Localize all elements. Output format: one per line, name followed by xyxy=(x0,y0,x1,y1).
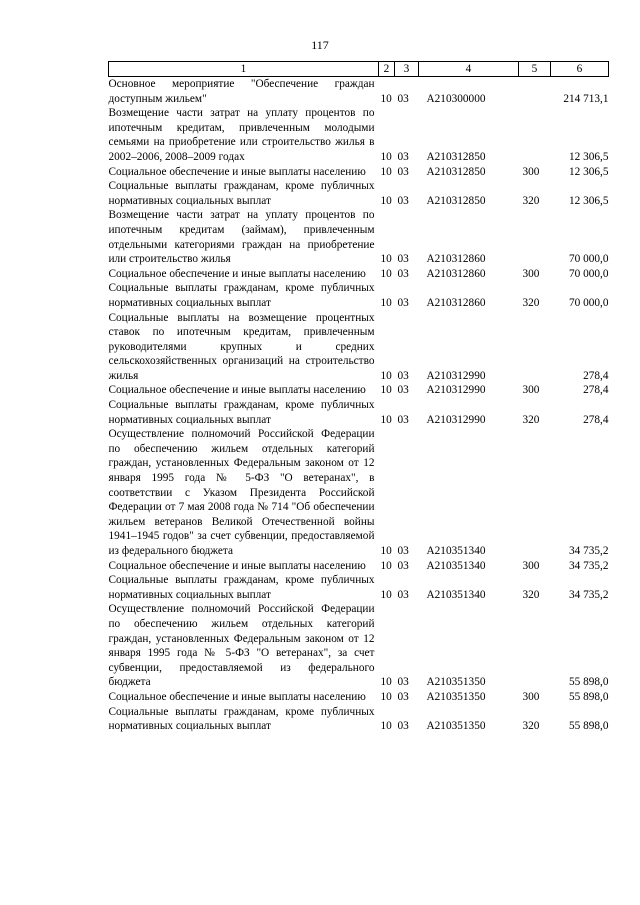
table-row xyxy=(109,705,609,734)
expense-type-code xyxy=(519,77,551,107)
subsection-code: 03 xyxy=(397,150,409,163)
target-article-code: A210351350 xyxy=(426,720,486,733)
expense-type-code: 320 xyxy=(522,296,540,309)
amount: 278,4 xyxy=(583,384,609,397)
section-code: 10 xyxy=(380,92,392,105)
amount: 55 898,0 xyxy=(568,676,609,689)
table-row xyxy=(109,179,609,208)
subsection-code: 03 xyxy=(397,690,409,703)
expense-type-code xyxy=(519,106,551,164)
target-article-code: A210300000 xyxy=(426,92,486,105)
amount: 70 000,0 xyxy=(568,267,609,280)
row-name: Социальные выплаты гражданам, кроме публичных нормативных социальных выплат xyxy=(108,399,375,426)
target-article-code: A210312990 xyxy=(426,384,486,397)
section-code: 10 xyxy=(380,676,392,689)
row-name: Социальные выплаты гражданам, кроме публичных нормативных социальных выплат xyxy=(108,574,375,601)
expense-type-code xyxy=(519,602,551,690)
expense-type-code: 300 xyxy=(522,690,540,703)
target-article-code: A210312860 xyxy=(426,296,486,309)
target-article-code: A210312990 xyxy=(426,369,486,382)
table-row xyxy=(109,573,609,602)
row-name: Социальные выплаты гражданам, кроме публичных нормативных социальных выплат xyxy=(108,180,375,207)
table-row xyxy=(109,602,609,690)
subsection-code: 03 xyxy=(397,267,409,280)
target-article-code: A210351340 xyxy=(426,588,486,601)
expense-type-code: 300 xyxy=(522,267,540,280)
section-code: 10 xyxy=(380,150,392,163)
expense-type-code: 300 xyxy=(522,165,540,178)
section-code: 10 xyxy=(380,253,392,266)
column-header: 4 xyxy=(419,62,519,77)
amount: 278,4 xyxy=(583,413,609,426)
target-article-code: A210312850 xyxy=(426,194,486,207)
subsection-code: 03 xyxy=(397,194,409,207)
amount: 34 735,2 xyxy=(568,588,609,601)
target-article-code: A210312860 xyxy=(426,253,486,266)
amount: 55 898,0 xyxy=(568,690,609,703)
subsection-code: 03 xyxy=(397,384,409,397)
target-article-code: A210312850 xyxy=(426,150,486,163)
amount: 70 000,0 xyxy=(568,296,609,309)
table-row xyxy=(109,311,609,384)
amount: 278,4 xyxy=(583,369,609,382)
row-name: Социальное обеспечение и иные выплаты населению xyxy=(108,165,366,178)
amount: 34 735,2 xyxy=(568,545,609,557)
subsection-code: 03 xyxy=(397,545,409,557)
row-name: Социальные выплаты гражданам, кроме публичных нормативных социальных выплат xyxy=(108,705,375,733)
column-header: 2 xyxy=(379,62,395,77)
subsection-code: 03 xyxy=(397,676,409,689)
subsection-code: 03 xyxy=(397,369,409,382)
expense-type-code: 320 xyxy=(522,194,540,207)
section-code: 10 xyxy=(380,588,392,601)
expense-type-code: 320 xyxy=(522,588,540,601)
expense-type-code: 320 xyxy=(522,413,540,426)
amount: 12 306,5 xyxy=(568,150,609,163)
row-name: Социальные выплаты гражданам, кроме публичных нормативных социальных выплат xyxy=(108,282,375,309)
section-code: 10 xyxy=(380,384,392,397)
amount: 12 306,5 xyxy=(568,194,609,207)
table-row xyxy=(109,281,609,310)
row-name: Возмещение части затрат на уплату процентов по ипотечным кредитам, привлеченным молодыми семьями на приобретение или строительство жилья в 2002–2006, 2008–2009 годах xyxy=(108,107,375,163)
row-name: Возмещение части затрат на уплату процентов по ипотечным кредитам (займам), привлеченным отдельными категориями граждан на приобретение или строительство жилья xyxy=(108,209,375,266)
row-name: Социальное обеспечение и иные выплаты населению xyxy=(108,559,366,572)
section-code: 10 xyxy=(380,369,392,382)
row-name: Социальные выплаты на возмещение процентных ставок по ипотечным кредитам, привлеченным руководителями крупных и средних сельскохозяйственных организаций на строительство жилья xyxy=(108,311,375,382)
target-article-code: A210312850 xyxy=(426,165,486,178)
section-code: 10 xyxy=(380,194,392,207)
row-name: Социальное обеспечение и иные выплаты населению xyxy=(108,384,366,397)
table-row xyxy=(109,208,609,266)
section-code: 10 xyxy=(380,545,392,557)
table-row xyxy=(109,267,609,282)
amount: 12 306,5 xyxy=(568,165,609,178)
subsection-code: 03 xyxy=(397,253,409,266)
expense-type-code: 300 xyxy=(522,559,540,572)
subsection-code: 03 xyxy=(397,413,409,426)
expense-type-code xyxy=(519,208,551,266)
subsection-code: 03 xyxy=(397,588,409,601)
section-code: 10 xyxy=(380,559,392,572)
row-name: Осуществление полномочий Российской Федерации по обеспечению жильем отдельных категорий граждан, установленных Федеральным законом от 12 января 1995 года № 5-ФЗ "О ветеранах", в соответствии с Указом Президента Российской Федерации от 7 мая 2008 года № 714 "Об обеспечении жильем ветеранов Великой Отечественной войны 1941–1945 годов" за счет субвенции, предоставляемой из федерального бюджета xyxy=(108,428,375,557)
amount: 55 898,0 xyxy=(568,720,609,733)
subsection-code: 03 xyxy=(397,559,409,572)
target-article-code: A210351350 xyxy=(426,690,486,703)
section-code: 10 xyxy=(380,720,392,733)
expense-type-code: 300 xyxy=(522,384,540,397)
target-article-code: A210351350 xyxy=(426,676,486,689)
column-header: 1 xyxy=(109,62,379,77)
table-row xyxy=(109,106,609,164)
subsection-code: 03 xyxy=(397,165,409,178)
target-article-code: A210351340 xyxy=(426,545,486,557)
target-article-code: A210312990 xyxy=(426,413,486,426)
row-name: Осуществление полномочий Российской Федерации по обеспечению жильем отдельных категорий граждан, установленных Федеральным законом от 12 января 1995 года № 5-ФЗ "О ветеранах", за счет субвенции, предоставляемой из федерального бюджета xyxy=(108,603,375,689)
section-code: 10 xyxy=(380,413,392,426)
section-code: 10 xyxy=(380,296,392,309)
target-article-code: A210351340 xyxy=(426,559,486,572)
target-article-code: A210312860 xyxy=(426,267,486,280)
table-row xyxy=(109,383,609,398)
row-name: Основное мероприятие "Обеспечение граждан доступным жильем" xyxy=(108,78,375,105)
amount: 70 000,0 xyxy=(568,253,609,266)
table-row xyxy=(109,398,609,427)
expense-type-code: 320 xyxy=(522,720,540,733)
section-code: 10 xyxy=(380,165,392,178)
budget-table xyxy=(108,61,609,734)
row-name: Социальное обеспечение и иные выплаты населению xyxy=(108,267,366,280)
amount: 214 713,1 xyxy=(563,92,609,105)
expense-type-code xyxy=(519,311,551,384)
table-row xyxy=(109,690,609,705)
section-code: 10 xyxy=(380,690,392,703)
column-header: 5 xyxy=(519,62,551,77)
subsection-code: 03 xyxy=(397,720,409,733)
section-code: 10 xyxy=(380,267,392,280)
table-row xyxy=(109,427,609,558)
header-row xyxy=(109,62,609,77)
column-header: 3 xyxy=(395,62,419,77)
amount: 34 735,2 xyxy=(568,559,609,572)
table-row xyxy=(109,165,609,180)
row-name: Социальное обеспечение и иные выплаты населению xyxy=(108,690,366,703)
table-row xyxy=(109,559,609,574)
expense-type-code xyxy=(519,427,551,558)
subsection-code: 03 xyxy=(397,92,409,105)
page-number: 117 xyxy=(311,38,329,52)
column-header: 6 xyxy=(551,62,609,77)
subsection-code: 03 xyxy=(397,296,409,309)
table-row xyxy=(109,77,609,107)
